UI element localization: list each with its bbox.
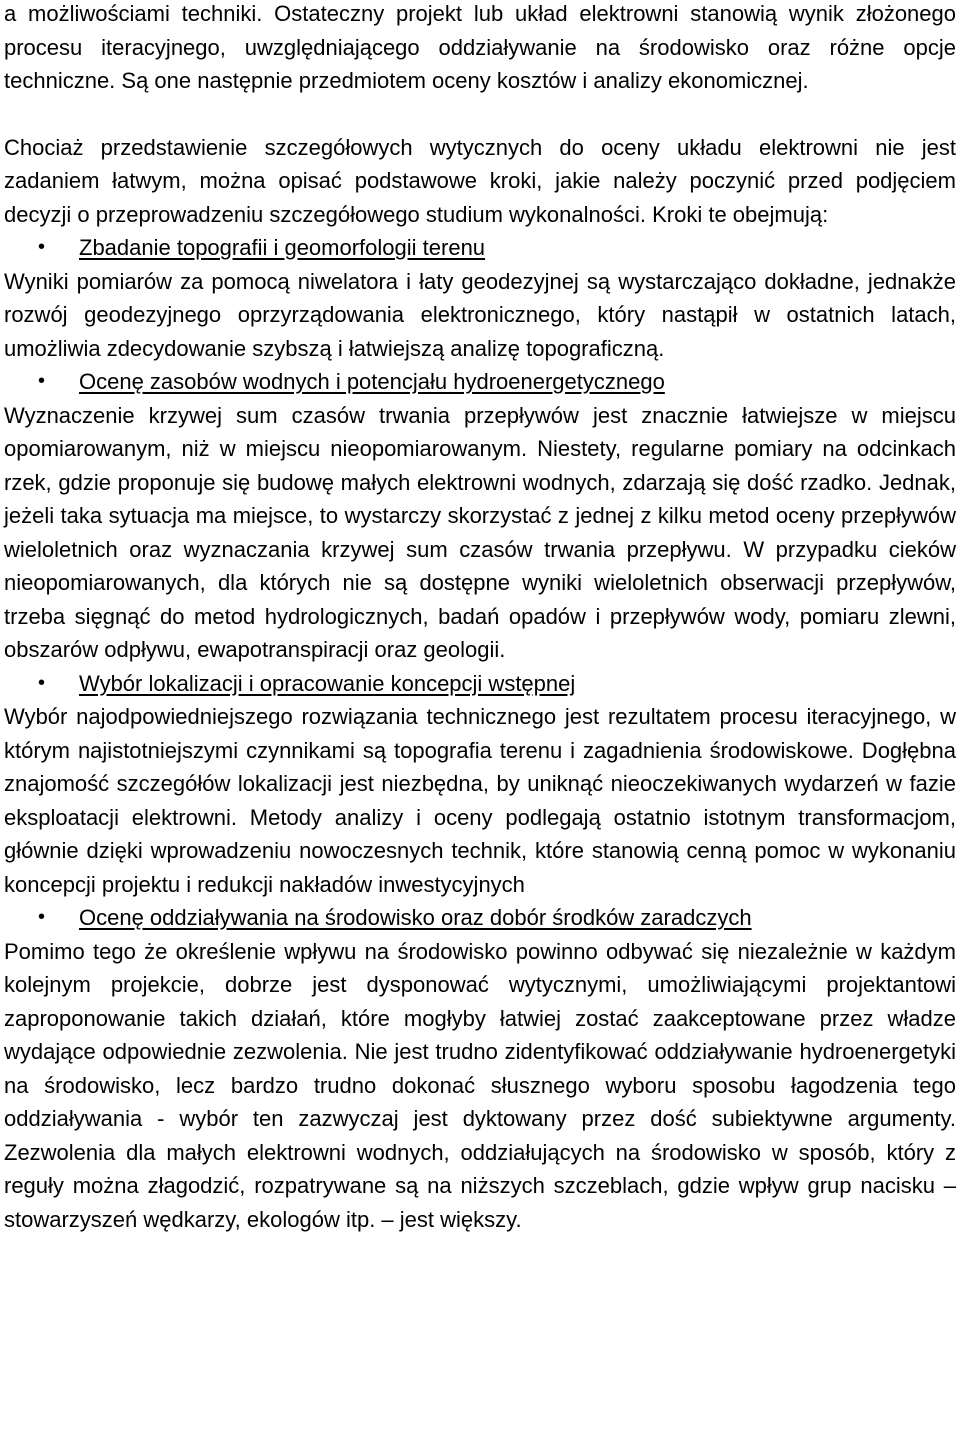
bullet-icon: • [38,236,46,258]
section-body: Wyniki pomiarów za pomocą niwelatora i łaty geodezyjnej są wystarczająco dokładne, jednakże rozwój geodezyjnego oprzyrządowania elektronicznego, który nastąpił w ostatnich latach, umożliwia zdecydowanie szybszą i łatwiejszą analizę topograficzną. [4,268,956,361]
section-environmental-impact [4,901,956,1236]
bullet-item [4,365,956,399]
bullet-icon: • [38,370,46,392]
section-body: Wybór najodpowiedniejszego rozwiązania technicznego jest rezultatem procesu iteracyjnego, w którym najistotniejszymi czynnikami są topografia terenu i zagadnienia środowiskowe. Dogłębna znajomość szczegółów lokalizacji jest niezbędna, by uniknąć nieoczekiwanych wydarzeń w fazie eksploatacji elektrowni. Metody analizy i oceny podlegają ostatnio istotnym transformacjom, głównie dzięki wprowadzeniu nowoczesnych technik, które stanowią cenną pomoc w wykonaniu koncepcji projektu i redukcji nakładów inwestycyjnych [4,704,956,897]
intro-paragraph: a możliwościami techniki. Ostateczny projekt lub układ elektrowni stanowią wynik złożonego procesu iteracyjnego, uwzględniającego oddziaływanie na środowisko oraz różne opcje techniczne. Są one następnie przedmiotem oceny kosztów i analizy ekonomicznej. [4,1,956,93]
section-heading: Ocenę zasobów wodnych i potencjału hydroenergetycznego [79,369,665,394]
bullet-item [4,901,956,935]
bullet-icon: • [38,671,46,694]
bullet-icon: • [38,906,46,928]
section-site-selection [4,667,956,902]
steps-paragraph: Chociaż przedstawienie szczegółowych wytycznych do oceny układu elektrowni nie jest zadaniem łatwym, można opisać podstawowe kroki, jakie należy poczynić przed podjęciem decyzji o przeprowadzeniu szczegółowego studium wykonalności. Kroki te obejmują: [4,134,956,227]
section-body: Wyznaczenie krzywej sum czasów trwania przepływów jest znacznie łatwiejsze w miejscu opomiarowanym, niż w miejscu nieopomiarowanym. Niestety, regularne pomiary na odcinkach rzek, gdzie proponuje się budowę małych elektrowni wodnych, zdarzają się dość rzadko. Jednak, jeżeli taka sytuacja ma miejsce, to wystarczy skorzystać z jednej z kilku metod oceny przepływów wieloletnich oraz wyznaczania krzywej sum czasów trwania przepływu. W przypadku cieków nieopomiarowanych, dla których nie są dostępne wyniki wieloletnich obserwacji przepływów, trzeba sięgnąć do metod hydrologicznych, badań opadów i przepływów wody, pomiaru zlewni, obszarów odpływu, ewapotranspiracji oraz geologii. [4,402,956,662]
section-body: Pomimo tego że określenie wpływu na środowisko powinno odbywać się niezależnie w każdym kolejnym projekcie, dobrze jest dysponować wytycznymi, umożliwiającymi projektantowi zaproponowanie takich działań, które mogłyby łatwiej zostać zaakceptowane przez władze wydające odpowiednie zezwolenia. Nie jest trudno zidentyfikować oddziaływanie hydroenergetyki na środowisko, lecz bardzo trudno dokonać słusznego wyboru sposobu łagodzenia tego oddziaływania - wybór ten zazwyczaj jest dyktowany przez dość subiektywne argumenty. Zezwolenia dla małych elektrowni wodnych, oddziałujących na środowisko w sposób, który z reguły można złagodzić, rozpatrywane są na niższych szczeblach, gdzie wpływ grup nacisku – stowarzyszeń wędkarzy, ekologów itp. – jest większy. [4,938,956,1232]
section-topography [4,231,956,365]
section-water-resources [4,365,956,667]
paragraph-spacer [4,98,956,131]
bullet-item [4,231,956,265]
bullet-item [4,667,956,701]
section-heading: Zbadanie topografii i geomorfologii terenu [79,235,486,260]
section-heading: Ocenę oddziaływania na środowisko oraz dobór środków zaradczych [79,905,752,930]
section-heading: Wybór lokalizacji i opracowanie koncepcji wstępnej [79,670,576,696]
